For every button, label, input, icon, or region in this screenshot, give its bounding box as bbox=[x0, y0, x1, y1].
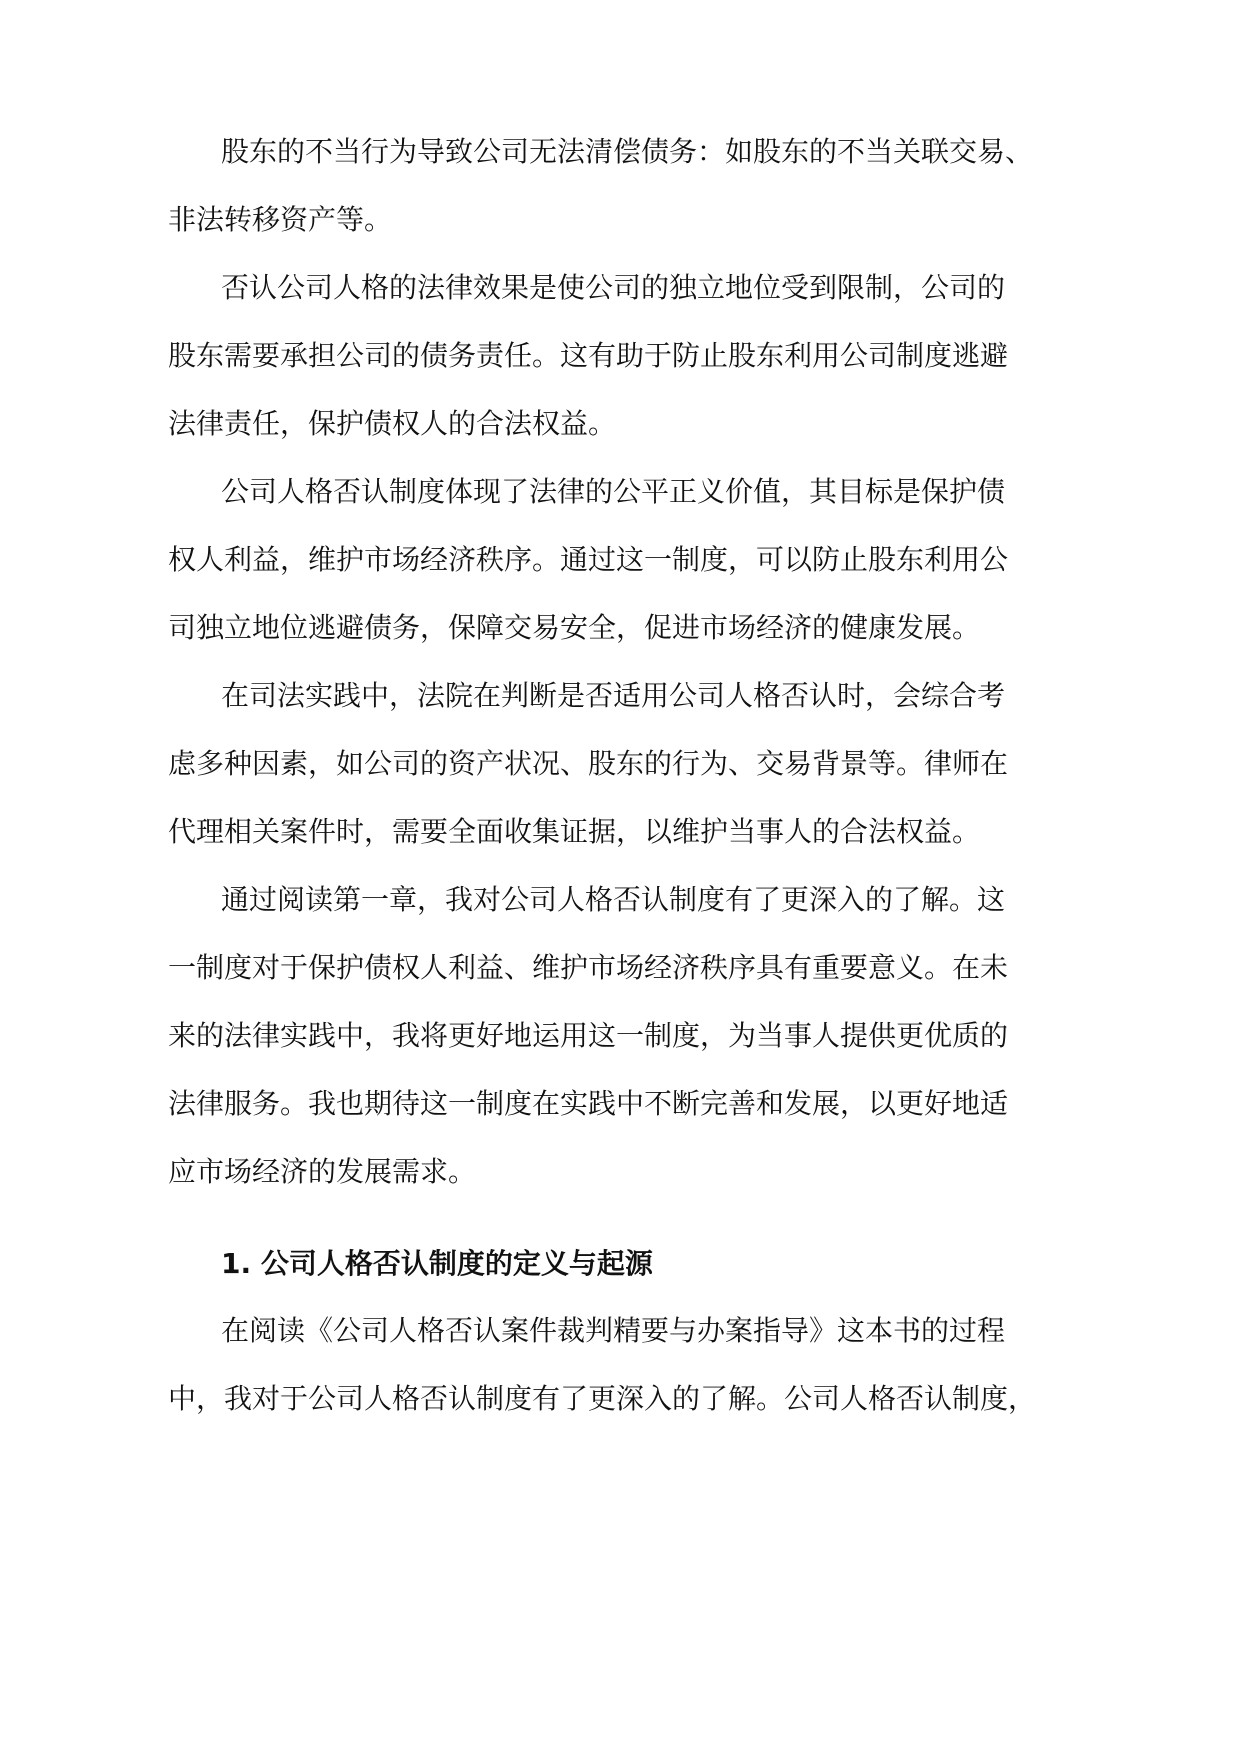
paragraph-2-line-3: 法律责任，保护债权人的合法权益。 bbox=[168, 407, 617, 440]
final-paragraph-line-1: 在阅读《公司人格否认案件裁判精要与办案指导》这本书的过程 bbox=[221, 1314, 1006, 1347]
paragraph-5-line-1: 通过阅读第一章，我对公司人格否认制度有了更深入的了解。这 bbox=[221, 883, 1006, 916]
paragraph-5-line-3: 来的法律实践中，我将更好地运用这一制度，为当事人提供更优质的 bbox=[168, 1019, 1009, 1052]
paragraph-3-line-1: 公司人格否认制度体现了法律的公平正义价值，其目标是保护债 bbox=[221, 475, 1006, 508]
paragraph-2-line-1: 否认公司人格的法律效果是使公司的独立地位受到限制，公司的 bbox=[221, 271, 1006, 304]
paragraph-5-line-4: 法律服务。我也期待这一制度在实践中不断完善和发展，以更好地适 bbox=[168, 1087, 1009, 1120]
paragraph-5-line-5: 应市场经济的发展需求。 bbox=[168, 1155, 477, 1188]
paragraph-4-line-1: 在司法实践中，法院在判断是否适用公司人格否认时，会综合考 bbox=[221, 679, 1006, 712]
paragraph-3-line-3: 司独立地位逃避债务，保障交易安全，促进市场经济的健康发展。 bbox=[168, 611, 981, 644]
paragraph-4-line-3: 代理相关案件时，需要全面收集证据，以维护当事人的合法权益。 bbox=[168, 815, 981, 848]
paragraph-4-line-2: 虑多种因素，如公司的资产状况、股东的行为、交易背景等。律师在 bbox=[168, 747, 1009, 780]
paragraph-3-line-2: 权人利益，维护市场经济秩序。通过这一制度，可以防止股东利用公 bbox=[168, 543, 1009, 576]
paragraph-1-line-2: 非法转移资产等。 bbox=[168, 203, 393, 236]
paragraph-2-line-2: 股东需要承担公司的债务责任。这有助于防止股东利用公司制度逃避 bbox=[168, 339, 1009, 372]
section-heading: 1. 公司人格否认制度的定义与起源 bbox=[221, 1247, 653, 1280]
paragraph-5-line-2: 一制度对于保护债权人利益、维护市场经济秩序具有重要意义。在未 bbox=[168, 951, 1009, 984]
paragraph-1-line-1: 股东的不当行为导致公司无法清偿债务：如股东的不当关联交易、 bbox=[221, 135, 1034, 168]
final-paragraph-line-2: 中，我对于公司人格否认制度有了更深入的了解。公司人格否认制度， bbox=[168, 1382, 1037, 1415]
